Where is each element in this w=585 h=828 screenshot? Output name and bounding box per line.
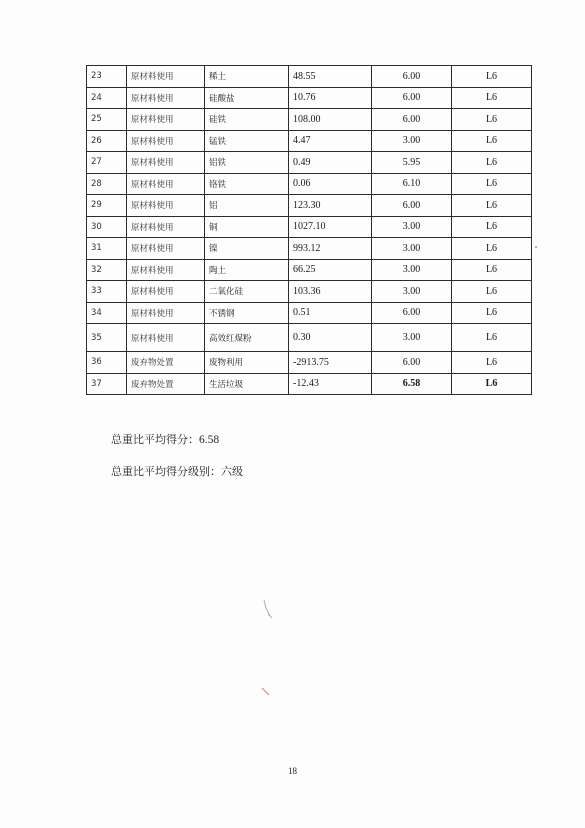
category-cell: 原材料使用 [127, 324, 205, 352]
item-cell: 高效红煤粉 [205, 324, 289, 352]
item-cell: 不锈钢 [205, 302, 289, 324]
score-cell: 3.00 [372, 238, 452, 260]
score-cell: 6.00 [372, 195, 452, 217]
table-row [87, 152, 532, 174]
row-number-cell: 33 [87, 281, 127, 303]
scan-mark [260, 598, 274, 620]
row-number-cell: 34 [87, 302, 127, 324]
value-cell: 66.25 [289, 259, 372, 281]
level-cell: L6 [452, 66, 532, 88]
table-row [87, 373, 532, 395]
value-cell: 123.30 [289, 195, 372, 217]
score-cell: 3.00 [372, 259, 452, 281]
item-cell: 硅铁 [205, 109, 289, 131]
item-cell: 铬铁 [205, 173, 289, 195]
average-score-line [111, 431, 219, 447]
score-cell: 3.00 [372, 324, 452, 352]
table-row [87, 216, 532, 238]
category-cell: 废弃物处置 [127, 373, 205, 395]
scan-mark [533, 244, 539, 250]
level-cell: L6 [452, 173, 532, 195]
level-cell: L6 [452, 238, 532, 260]
page-number: 18 [288, 766, 297, 776]
row-number-cell: 28 [87, 173, 127, 195]
average-score-value: 6.58 [199, 434, 220, 446]
level-cell: L6 [452, 324, 532, 352]
score-cell: 3.00 [372, 130, 452, 152]
item-cell: 铝 [205, 195, 289, 217]
average-level-value: 六级 [221, 465, 243, 478]
level-cell: L6 [452, 216, 532, 238]
category-cell: 原材料使用 [127, 66, 205, 88]
score-cell: 3.00 [372, 281, 452, 303]
level-cell: L6 [452, 152, 532, 174]
value-cell: 0.51 [289, 302, 372, 324]
score-cell: 6.00 [372, 352, 452, 374]
row-number-cell: 23 [87, 66, 127, 88]
item-cell: 废物利用 [205, 352, 289, 374]
category-cell: 原材料使用 [127, 109, 205, 131]
row-number-cell: 36 [87, 352, 127, 374]
value-cell: 108.00 [289, 109, 372, 131]
value-cell: 103.36 [289, 281, 372, 303]
item-cell: 陶土 [205, 259, 289, 281]
category-cell: 原材料使用 [127, 152, 205, 174]
row-number-cell: 24 [87, 87, 127, 109]
value-cell: -2913.75 [289, 352, 372, 374]
table-row [87, 324, 532, 352]
level-cell: L6 [452, 281, 532, 303]
item-cell: 铜 [205, 216, 289, 238]
row-number-cell: 29 [87, 195, 127, 217]
table-row [87, 130, 532, 152]
level-cell: L6 [452, 352, 532, 374]
value-cell: 48.55 [289, 66, 372, 88]
item-cell: 二氧化硅 [205, 281, 289, 303]
table-row [87, 302, 532, 324]
value-cell: 0.06 [289, 173, 372, 195]
item-cell: 锰铁 [205, 130, 289, 152]
category-cell: 原材料使用 [127, 87, 205, 109]
average-score-label: 总重比平均得分： [111, 433, 199, 446]
item-cell: 硅酸盐 [205, 87, 289, 109]
value-cell: 1027.10 [289, 216, 372, 238]
level-cell: L6 [452, 87, 532, 109]
category-cell: 原材料使用 [127, 259, 205, 281]
row-number-cell: 30 [87, 216, 127, 238]
value-cell: 993.12 [289, 238, 372, 260]
score-cell: 6.58 [372, 373, 452, 395]
level-cell: L6 [452, 130, 532, 152]
level-cell: L6 [452, 109, 532, 131]
category-cell: 原材料使用 [127, 281, 205, 303]
score-cell: 6.00 [372, 87, 452, 109]
row-number-cell: 37 [87, 373, 127, 395]
value-cell: 0.30 [289, 324, 372, 352]
scan-mark [260, 686, 272, 698]
category-cell: 原材料使用 [127, 216, 205, 238]
category-cell: 原材料使用 [127, 195, 205, 217]
row-number-cell: 31 [87, 238, 127, 260]
category-cell: 原材料使用 [127, 238, 205, 260]
item-cell: 镍 [205, 238, 289, 260]
value-cell: -12.43 [289, 373, 372, 395]
item-cell: 稀土 [205, 66, 289, 88]
level-cell: L6 [452, 195, 532, 217]
category-cell: 废弃物处置 [127, 352, 205, 374]
table-row [87, 195, 532, 217]
value-cell: 4.47 [289, 130, 372, 152]
row-number-cell: 26 [87, 130, 127, 152]
category-cell: 原材料使用 [127, 173, 205, 195]
table-row [87, 173, 532, 195]
score-cell: 6.00 [372, 66, 452, 88]
score-cell: 6.00 [372, 302, 452, 324]
average-level-line [111, 463, 243, 479]
row-number-cell: 25 [87, 109, 127, 131]
table-row [87, 352, 532, 374]
table-row [87, 87, 532, 109]
table-row [87, 109, 532, 131]
category-cell: 原材料使用 [127, 130, 205, 152]
score-table-body [87, 66, 532, 395]
score-cell: 6.10 [372, 173, 452, 195]
table-row [87, 238, 532, 260]
score-cell: 6.00 [372, 109, 452, 131]
row-number-cell: 32 [87, 259, 127, 281]
category-cell: 原材料使用 [127, 302, 205, 324]
value-cell: 10.76 [289, 87, 372, 109]
score-table [86, 65, 532, 395]
item-cell: 铝铁 [205, 152, 289, 174]
table-row [87, 66, 532, 88]
table-row [87, 281, 532, 303]
row-number-cell: 27 [87, 152, 127, 174]
table-row [87, 259, 532, 281]
score-cell: 5.95 [372, 152, 452, 174]
level-cell: L6 [452, 259, 532, 281]
score-cell: 3.00 [372, 216, 452, 238]
item-cell: 生活垃圾 [205, 373, 289, 395]
average-level-label: 总重比平均得分级别： [111, 465, 221, 478]
value-cell: 0.49 [289, 152, 372, 174]
row-number-cell: 35 [87, 324, 127, 352]
level-cell: L6 [452, 302, 532, 324]
level-cell: L6 [452, 373, 532, 395]
